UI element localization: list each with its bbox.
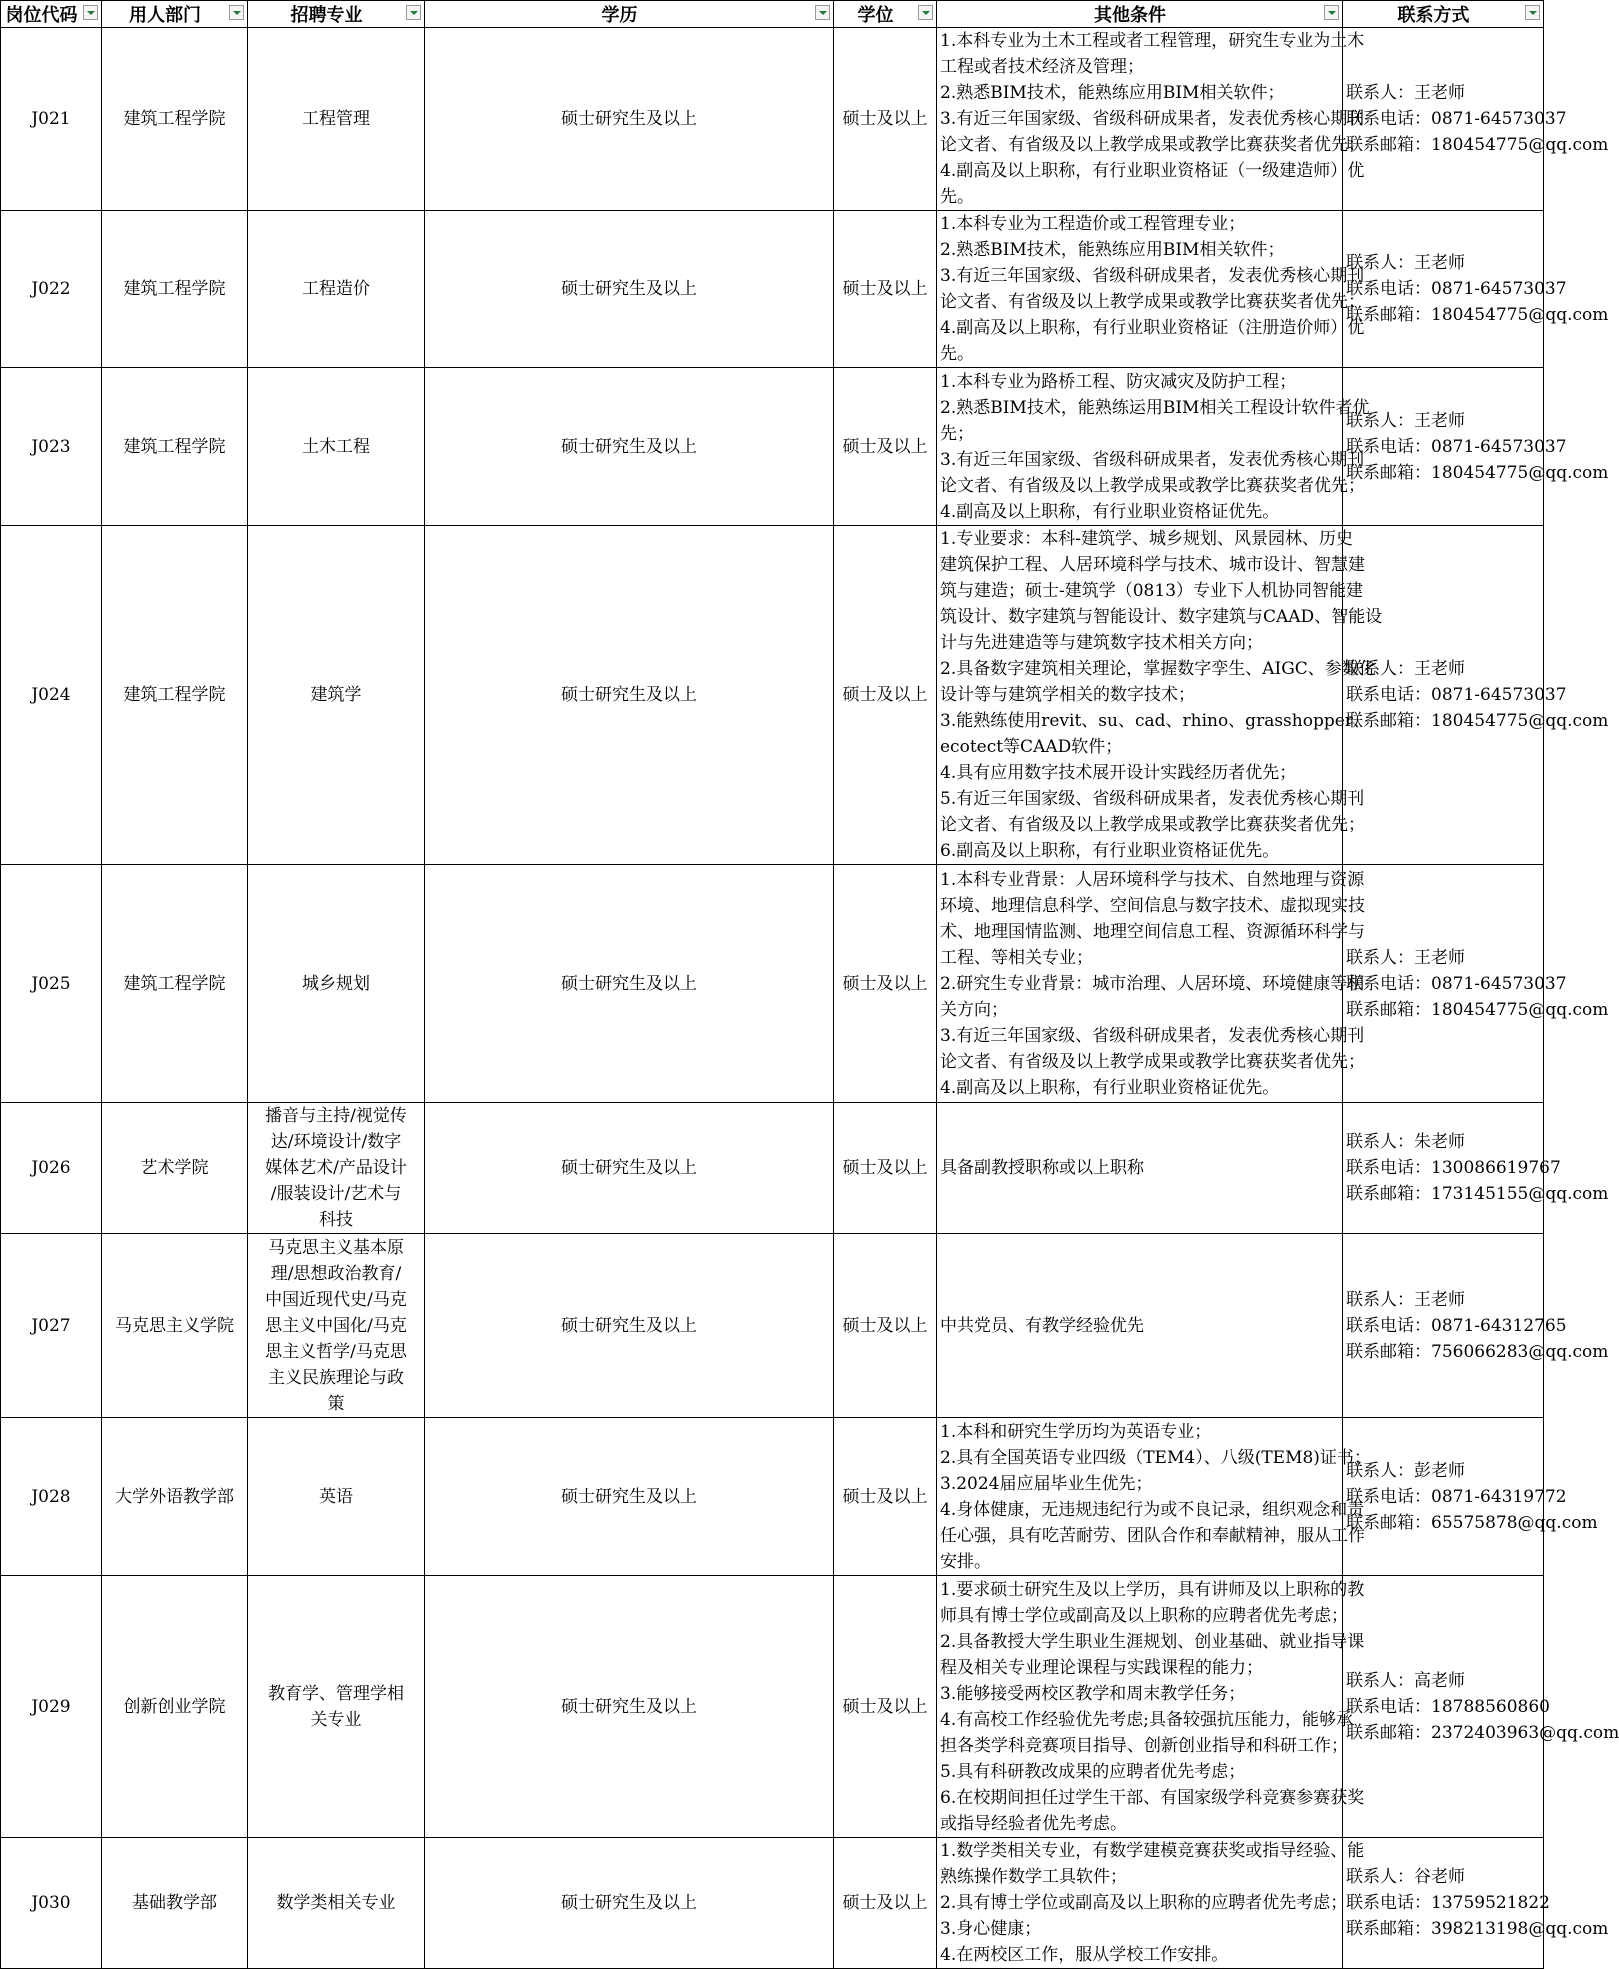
- major-line: 播音与主持/视觉传: [265, 1106, 407, 1126]
- other-conditions-line: 4.身体健康，无违规违纪行为或不良记录，组织观念和责: [940, 1499, 1365, 1520]
- degree: 硕士及以上: [834, 211, 937, 368]
- contact-info-line: 联系人：王老师: [1346, 947, 1465, 968]
- department: 建筑工程学院: [102, 865, 248, 1103]
- contact-info: [1343, 1838, 1609, 1969]
- other-conditions-line: 4.有高校工作经验优先考虑;具备较强抗压能力，能够承: [940, 1709, 1353, 1730]
- major-line: 主义民族理论与政: [268, 1367, 404, 1388]
- contact-info-line: 联系邮箱：180454775@qq.com: [1346, 999, 1609, 1020]
- other-conditions-line: 3.有近三年国家级、省级科研成果者，发表优秀核心期刊: [940, 266, 1365, 286]
- other-conditions-line: 3.能熟练使用revit、su、cad、rhino、grasshopper、: [940, 711, 1370, 731]
- other-conditions-line: 3.有近三年国家级、省级科研成果者，发表优秀核心期刊: [940, 109, 1365, 129]
- other-conditions-line: 3.能够接受两校区教学和周末教学任务；: [940, 1683, 1246, 1704]
- contact-info: [1343, 211, 1609, 368]
- department: 建筑工程学院: [102, 211, 248, 368]
- other-conditions-line: 先。: [940, 344, 974, 364]
- contact-info-line: 联系人：王老师: [1346, 659, 1465, 679]
- major: 工程造价: [248, 211, 425, 368]
- other-conditions-line: 1.要求硕士研究生及以上学历，具有讲师及以上职称的教: [940, 1579, 1365, 1600]
- contact-info: [1343, 1234, 1609, 1418]
- table-row: [1, 1576, 1544, 1838]
- department: 艺术学院: [102, 1103, 248, 1234]
- education: 硕士研究生及以上: [425, 211, 834, 368]
- other-conditions-line: 1.专业要求：本科-建筑学、城乡规划、风景园林、历史: [940, 529, 1353, 549]
- other-conditions-line: 安排。: [940, 1551, 991, 1572]
- degree: 硕士及以上: [834, 865, 937, 1103]
- other-conditions-line: 1.本科专业为工程造价或工程管理专业；: [940, 214, 1246, 234]
- header-dept: [102, 1, 248, 28]
- header-dept-label: 用人部门: [129, 5, 201, 26]
- department: 大学外语教学部: [102, 1418, 248, 1576]
- other-conditions-line: 程及相关专业理论课程与实践课程的能力；: [940, 1657, 1263, 1678]
- table-row: [1, 211, 1544, 368]
- other-conditions-line: 计与先进建造等与建筑数字技术相关方向；: [940, 633, 1263, 653]
- major-line: 思主义中国化/马克: [265, 1315, 407, 1336]
- other-conditions: [937, 1576, 1365, 1838]
- department: 建筑工程学院: [102, 28, 248, 211]
- other-conditions-line: 5.具有科研教改成果的应聘者优先考虑；: [940, 1761, 1246, 1782]
- other-conditions-line: 论文者、有省级及以上教学成果或教学比赛获奖者优先；: [940, 1051, 1365, 1072]
- table-row: [1, 865, 1544, 1103]
- other-conditions-line: 师具有博士学位或副高及以上职称的应聘者优先考虑；: [940, 1605, 1348, 1626]
- header-code: [1, 1, 102, 28]
- major-line: 达/环境设计/数字: [270, 1132, 402, 1152]
- other-conditions-line: 工程或者技术经济及管理；: [940, 57, 1144, 77]
- contact-info-line: 联系电话：0871-64573037: [1346, 685, 1567, 705]
- other-conditions-line: 2.熟悉BIM技术，能熟练运用BIM相关工程设计软件者优: [940, 397, 1370, 418]
- other-conditions-line: 先。: [940, 187, 974, 207]
- education: 硕士研究生及以上: [425, 1103, 834, 1234]
- contact-info: [1343, 1103, 1609, 1234]
- major: 英语: [248, 1418, 425, 1576]
- department: 建筑工程学院: [102, 526, 248, 865]
- other-conditions-line: 1.本科和研究生学历均为英语专业；: [940, 1421, 1212, 1442]
- other-conditions-line: 2.熟悉BIM技术，能熟练应用BIM相关软件；: [940, 83, 1285, 103]
- filter-dropdown-icon[interactable]: [918, 5, 933, 20]
- other-conditions-line: 环境、地理信息科学、空间信息与数字技术、虚拟现实技: [940, 895, 1365, 916]
- table-row: [1, 1418, 1544, 1576]
- header-row: [1, 1, 1544, 28]
- header-edu: [425, 1, 834, 28]
- other-conditions-line: 4.具有应用数字技术展开设计实践经历者优先；: [940, 763, 1297, 783]
- other-conditions-line: 2.具备教授大学生职业生涯规划、创业基础、就业指导课: [940, 1631, 1365, 1652]
- contact-info-line: 联系邮箱：180454775@qq.com: [1346, 305, 1609, 325]
- other-conditions-line: 6.在校期间担任过学生干部、有国家级学科竞赛参赛获奖: [940, 1787, 1365, 1808]
- major: 城乡规划: [248, 865, 425, 1103]
- education: 硕士研究生及以上: [425, 865, 834, 1103]
- header-other-label: 其他条件: [1094, 5, 1166, 26]
- table-row: [1, 28, 1544, 211]
- header-degree: [834, 1, 937, 28]
- major-line: 思主义哲学/马克思: [265, 1341, 407, 1362]
- department: 建筑工程学院: [102, 368, 248, 526]
- other-conditions-line: 具备副教授职称或以上职称: [940, 1158, 1144, 1178]
- header-major: [248, 1, 425, 28]
- position-code: J026: [1, 1103, 102, 1234]
- other-conditions-line: 论文者、有省级及以上教学成果或教学比赛获奖者优先；: [940, 475, 1365, 496]
- position-code: J030: [1, 1838, 102, 1969]
- contact-info: [1343, 865, 1609, 1103]
- contact-info-line: 联系邮箱：756066283@qq.com: [1346, 1341, 1609, 1362]
- degree: 硕士及以上: [834, 1418, 937, 1576]
- filter-dropdown-icon[interactable]: [815, 5, 830, 20]
- other-conditions-line: 论文者、有省级及以上教学成果或教学比赛获奖者优先；: [940, 135, 1365, 155]
- department: 马克思主义学院: [102, 1234, 248, 1418]
- major: 土木工程: [248, 368, 425, 526]
- contact-info-line: 联系电话：13759521822: [1346, 1893, 1550, 1913]
- other-conditions-line: 4.副高及以上职称，有行业职业资格证优先。: [940, 501, 1280, 522]
- position-code: J027: [1, 1234, 102, 1418]
- header-contact: [1343, 1, 1544, 28]
- education: 硕士研究生及以上: [425, 1838, 834, 1969]
- other-conditions-line: 1.本科专业背景：人居环境科学与技术、自然地理与资源: [940, 869, 1365, 890]
- major-line: /服装设计/艺术与: [270, 1184, 402, 1204]
- contact-info-line: 联系邮箱：180454775@qq.com: [1346, 462, 1609, 483]
- contact-info-line: 联系人：王老师: [1346, 253, 1465, 273]
- header-other: [937, 1, 1343, 28]
- position-code: J022: [1, 211, 102, 368]
- other-conditions-line: 工程、等相关专业；: [940, 947, 1093, 968]
- contact-info: [1343, 1576, 1619, 1838]
- other-conditions-line: 2.研究生专业背景：城市治理、人居环境、环境健康等相: [940, 973, 1365, 994]
- other-conditions: [937, 1103, 1343, 1234]
- header-code-label: 岗位代码: [5, 5, 78, 26]
- other-conditions-line: 任心强，具有吃苦耐劳、团队合作和奉献精神，服从工作: [940, 1525, 1365, 1546]
- major-line: 理/思想政治教育/: [270, 1263, 402, 1284]
- filter-dropdown-icon[interactable]: [1324, 5, 1339, 20]
- other-conditions-line: 论文者、有省级及以上教学成果或教学比赛获奖者优先；: [940, 292, 1365, 312]
- other-conditions: [937, 1418, 1371, 1576]
- degree: 硕士及以上: [834, 1576, 937, 1838]
- filter-dropdown-icon[interactable]: [83, 5, 98, 20]
- table-body: [1, 28, 1619, 1969]
- degree: 硕士及以上: [834, 368, 937, 526]
- other-conditions-line: 1.本科专业为土木工程或者工程管理，研究生专业为土木: [940, 31, 1365, 51]
- other-conditions-line: 3.有近三年国家级、省级科研成果者，发表优秀核心期刊: [940, 1025, 1365, 1046]
- other-conditions-line: 4.副高及以上职称，有行业职业资格证（一级建造师）优: [940, 161, 1365, 181]
- other-conditions-line: 中共党员、有教学经验优先: [940, 1315, 1144, 1336]
- education: 硕士研究生及以上: [425, 1418, 834, 1576]
- contact-info-line: 联系人：彭老师: [1346, 1460, 1465, 1481]
- other-conditions-line: 3.身心健康；: [940, 1919, 1042, 1939]
- contact-info-line: 联系电话：0871-64312765: [1346, 1315, 1567, 1336]
- contact-info-line: 联系人：王老师: [1346, 410, 1465, 431]
- contact-info-line: 联系人：王老师: [1346, 83, 1465, 103]
- contact-info-line: 联系电话：0871-64319772: [1346, 1486, 1567, 1507]
- contact-info-line: 联系人：王老师: [1346, 1289, 1465, 1310]
- major-line: 关专业: [310, 1709, 362, 1730]
- department: 创新创业学院: [102, 1576, 248, 1838]
- contact-info-line: 联系人：朱老师: [1346, 1132, 1465, 1152]
- other-conditions-line: 5.有近三年国家级、省级科研成果者，发表优秀核心期刊: [940, 789, 1365, 809]
- other-conditions-line: 1.本科专业为路桥工程、防灾减灾及防护工程；: [940, 371, 1297, 392]
- contact-info-line: 联系邮箱：173145155@qq.com: [1346, 1184, 1609, 1204]
- education: 硕士研究生及以上: [425, 1234, 834, 1418]
- other-conditions: [937, 28, 1365, 211]
- other-conditions-line: 论文者、有省级及以上教学成果或教学比赛获奖者优先；: [940, 815, 1365, 835]
- other-conditions-line: 先；: [940, 423, 974, 444]
- other-conditions-line: 4.在两校区工作，服从学校工作安排。: [940, 1945, 1229, 1965]
- other-conditions-line: 3.有近三年国家级、省级科研成果者，发表优秀核心期刊: [940, 449, 1365, 470]
- major-line: 中国近现代史/马克: [265, 1289, 407, 1310]
- education: 硕士研究生及以上: [425, 368, 834, 526]
- contact-info: [1343, 1418, 1598, 1576]
- contact-info: [1343, 526, 1609, 865]
- other-conditions-line: 2.熟悉BIM技术，能熟练应用BIM相关软件；: [940, 240, 1285, 260]
- other-conditions: [937, 368, 1370, 526]
- header-edu-label: 学历: [601, 5, 638, 26]
- other-conditions: [937, 865, 1365, 1103]
- education: 硕士研究生及以上: [425, 1576, 834, 1838]
- other-conditions-line: 筑设计、数字建筑与智能设计、数字建筑与CAAD、智能设: [940, 607, 1383, 627]
- position-code: J025: [1, 865, 102, 1103]
- other-conditions-line: 设计等与建筑学相关的数字技术；: [940, 685, 1195, 705]
- contact-info-line: 联系电话：0871-64573037: [1346, 279, 1567, 299]
- contact-info-line: 联系电话：13008661976​7: [1346, 1158, 1561, 1178]
- contact-info: [1343, 28, 1609, 211]
- other-conditions-line: 担各类学科竞赛项目指导、创新创业指导和科研工作；: [940, 1735, 1348, 1756]
- contact-info-line: 联系邮箱：398213198@qq.com: [1346, 1919, 1609, 1939]
- contact-info-line: 联系人：高老师: [1346, 1670, 1465, 1691]
- degree: 硕士及以上: [834, 1838, 937, 1969]
- other-conditions-line: 2.具有全国英语专业四级（TEM4）、八级(TEM8)证书；: [940, 1447, 1371, 1468]
- filter-dropdown-icon[interactable]: [229, 5, 244, 20]
- contact-info-line: 联系电话：18788560860: [1346, 1696, 1550, 1717]
- major-line: 科技: [319, 1210, 353, 1230]
- major-line: 马克思主义基本原: [268, 1237, 404, 1258]
- contact-info-line: 联系电话：0871-64573037: [1346, 109, 1567, 129]
- contact-info-line: 联系邮箱：65575878@qq.com: [1346, 1512, 1598, 1533]
- major-line: 策: [327, 1393, 345, 1414]
- major-line: 教育学、管理学相: [268, 1683, 404, 1704]
- table-row: [1, 368, 1544, 526]
- other-conditions-line: ecotect等CAAD软件；: [940, 737, 1123, 757]
- degree: 硕士及以上: [834, 526, 937, 865]
- other-conditions-line: 3.2024届应届毕业生优先；: [940, 1473, 1153, 1494]
- other-conditions-line: 关方向；: [940, 999, 1008, 1020]
- contact-info-line: 联系邮箱：2372403963@qq.com: [1346, 1722, 1619, 1743]
- other-conditions-line: 2.具有博士学位或副高及以上职称的应聘者优先考虑；: [940, 1893, 1348, 1913]
- filter-dropdown-icon[interactable]: [406, 5, 421, 20]
- education: 硕士研究生及以上: [425, 526, 834, 865]
- contact-info-line: 联系邮箱：180454775@qq.com: [1346, 711, 1609, 731]
- other-conditions: [937, 1234, 1343, 1418]
- degree: 硕士及以上: [834, 1234, 937, 1418]
- other-conditions-line: 建筑保护工程、人居环境科学与技术、城市设计、智慧建: [940, 555, 1365, 575]
- major-line: 媒体艺术/产品设计: [265, 1158, 407, 1178]
- position-code: J024: [1, 526, 102, 865]
- position-code: J021: [1, 28, 102, 211]
- other-conditions-line: 术、地理国情监测、地理空间信息工程、资源循环科学与: [940, 921, 1365, 942]
- header-major-label: 招聘专业: [290, 5, 363, 26]
- other-conditions-line: 或指导经验者优先考虑。: [940, 1813, 1127, 1834]
- header-degree-label: 学位: [857, 5, 894, 26]
- contact-info-line: 联系邮箱：180454775@qq.com: [1346, 135, 1609, 155]
- other-conditions-line: 1.数学类相关专业，有数学建模竞赛获奖或指导经验、能: [940, 1841, 1365, 1861]
- major: [248, 1576, 425, 1838]
- contact-info: [1343, 368, 1609, 526]
- position-code: J028: [1, 1418, 102, 1576]
- table-row: [1, 1234, 1544, 1418]
- other-conditions-line: 筑与建造；硕士-建筑学（0813）专业下人机协同智能建: [940, 581, 1364, 601]
- contact-info-line: 联系电话：0871-64573037: [1346, 436, 1567, 457]
- department: 基础教学部: [102, 1838, 248, 1969]
- other-conditions: [937, 1838, 1365, 1969]
- major: [248, 1234, 425, 1418]
- degree: 硕士及以上: [834, 1103, 937, 1234]
- education: 硕士研究生及以上: [425, 28, 834, 211]
- major: 建筑学: [248, 526, 425, 865]
- contact-info-line: 联系电话：0871-64573037: [1346, 973, 1567, 994]
- position-code: J029: [1, 1576, 102, 1838]
- other-conditions-line: 4.副高及以上职称，有行业职业资格证优先。: [940, 1077, 1280, 1098]
- degree: 硕士及以上: [834, 28, 937, 211]
- other-conditions-line: 4.副高及以上职称，有行业职业资格证（注册造价师）优: [940, 318, 1365, 338]
- major: 工程管理: [248, 28, 425, 211]
- other-conditions-line: 2.具备数字建筑相关理论，掌握数字孪生、AIGC、参数化: [940, 659, 1376, 679]
- other-conditions-line: 6.副高及以上职称，有行业职业资格证优先。: [940, 841, 1280, 861]
- table-row: [1, 1838, 1544, 1969]
- table-row: [1, 1103, 1544, 1234]
- position-code: J023: [1, 368, 102, 526]
- contact-info-line: 联系人：谷老师: [1346, 1867, 1465, 1887]
- other-conditions: [937, 526, 1383, 865]
- major: 数学类相关专业: [248, 1838, 425, 1969]
- major: [248, 1103, 425, 1234]
- table-row: [1, 526, 1544, 865]
- filter-dropdown-icon[interactable]: [1525, 5, 1540, 20]
- other-conditions-line: 熟练操作数学工具软件；: [940, 1867, 1127, 1887]
- other-conditions: [937, 211, 1365, 368]
- header-contact-label: 联系方式: [1397, 5, 1470, 26]
